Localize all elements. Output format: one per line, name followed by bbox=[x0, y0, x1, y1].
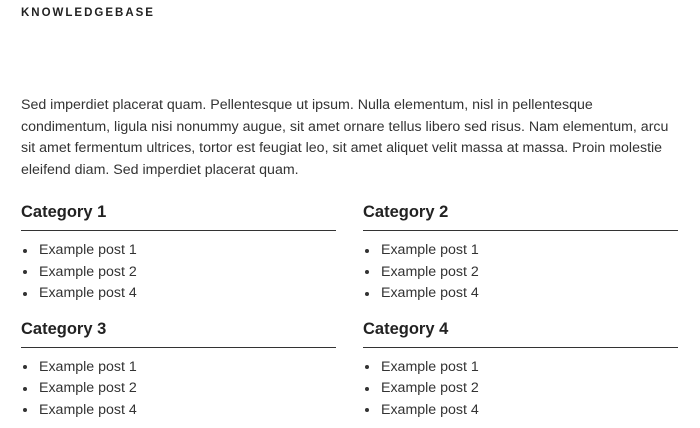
bullet-icon bbox=[365, 270, 369, 274]
bullet-icon bbox=[23, 270, 27, 274]
post-list bbox=[21, 348, 336, 422]
bullet-icon bbox=[23, 408, 27, 412]
intro-paragraph: Sed imperdiet placerat quam. Pellentesque ut ipsum. Nulla elementum, nisl in pellentesque condimentum, ligula nisi nonummy augue, sit amet ornare tellus libero sed risus. Nam elementum, arcu sit amet fermentum ultrices, tortor est feugiat leo, sit amet aliquet velit massa at massa. Proin molestie eleifend diam. Sed imperdiet placerat quam. bbox=[21, 97, 669, 178]
bullet-icon bbox=[365, 408, 369, 412]
list-item bbox=[363, 400, 678, 422]
post-link[interactable]: Example post 1 bbox=[39, 242, 137, 258]
category-section bbox=[21, 317, 336, 422]
list-item bbox=[363, 357, 678, 379]
list-item bbox=[363, 240, 678, 262]
category-title[interactable]: Category 2 bbox=[363, 200, 678, 231]
category-section bbox=[21, 200, 336, 305]
category-title[interactable]: Category 1 bbox=[21, 200, 336, 231]
list-item bbox=[21, 400, 336, 422]
post-link[interactable]: Example post 2 bbox=[381, 380, 479, 396]
list-item bbox=[21, 240, 336, 262]
page-title[interactable]: KNOWLEDGEBASE bbox=[21, 7, 155, 19]
post-link[interactable]: Example post 4 bbox=[39, 401, 137, 418]
post-list bbox=[21, 231, 336, 305]
bullet-icon bbox=[365, 249, 369, 253]
list-item bbox=[21, 283, 336, 305]
post-list bbox=[363, 231, 678, 305]
list-item bbox=[363, 283, 678, 305]
post-link[interactable]: Example post 2 bbox=[39, 263, 137, 280]
bullet-icon bbox=[365, 365, 369, 369]
post-link[interactable]: Example post 1 bbox=[381, 358, 479, 375]
list-item bbox=[21, 357, 336, 379]
post-link[interactable]: Example post 4 bbox=[381, 401, 479, 418]
category-title[interactable]: Category 4 bbox=[363, 317, 678, 348]
bullet-icon bbox=[365, 292, 369, 296]
category-section bbox=[363, 317, 678, 422]
post-link[interactable]: Example post 1 bbox=[381, 242, 479, 258]
bullet-icon bbox=[23, 387, 27, 391]
bullet-icon bbox=[23, 365, 27, 369]
category-grid bbox=[21, 200, 679, 421]
category-section bbox=[363, 200, 678, 305]
list-item bbox=[21, 378, 336, 400]
bullet-icon bbox=[23, 292, 27, 296]
post-link[interactable]: Example post 2 bbox=[381, 263, 479, 280]
post-link[interactable]: Example post 1 bbox=[39, 358, 137, 375]
post-link[interactable]: Example post 2 bbox=[39, 380, 137, 396]
post-link[interactable]: Example post 4 bbox=[39, 285, 137, 301]
list-item bbox=[21, 262, 336, 284]
bullet-icon bbox=[23, 249, 27, 253]
category-title[interactable]: Category 3 bbox=[21, 317, 336, 348]
list-item bbox=[363, 378, 678, 400]
post-list bbox=[363, 348, 678, 422]
post-link[interactable]: Example post 4 bbox=[381, 285, 479, 301]
bullet-icon bbox=[365, 387, 369, 391]
list-item bbox=[363, 262, 678, 284]
